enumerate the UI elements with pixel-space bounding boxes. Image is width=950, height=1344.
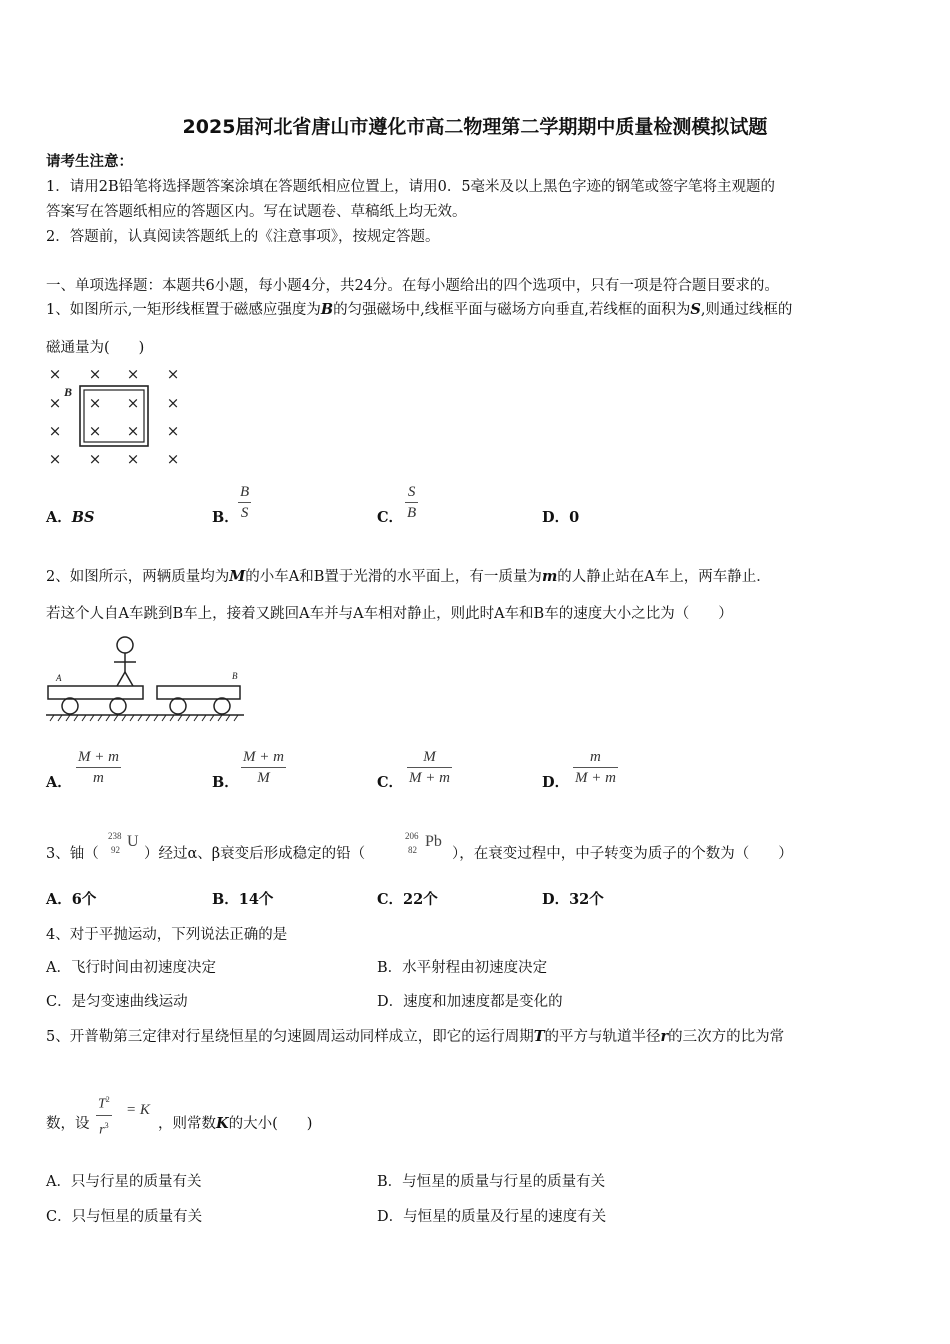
q5-option-d: D．与恒星的质量及行星的速度有关 <box>377 1209 607 1225</box>
q2-option-b-fraction: M + m M <box>243 749 284 786</box>
q5-stem: 5、开普勒第三定律对行星绕恒星的匀速圆周运动同样成立，即它的运行周期T的平方与轨道半径r的三次方的比为常 <box>46 1028 785 1045</box>
q2-option-d-label: D． <box>542 774 570 791</box>
q1-option-a: A．BS <box>46 509 95 526</box>
q1-magnetic-field-figure <box>42 362 192 468</box>
q3-stem-a: 3、铀（ <box>46 846 99 862</box>
field-cross: × <box>48 422 62 440</box>
field-cross: × <box>126 450 140 468</box>
q4-stem: 4、对于平抛运动，下列说法正确的是 <box>46 927 288 943</box>
q2-option-b-label: B． <box>212 774 239 791</box>
q1-option-c-fraction: S B <box>407 484 417 521</box>
q5-option-c: C．只与恒星的质量有关 <box>46 1209 203 1225</box>
q4-option-c: C．是匀变速曲线运动 <box>46 994 188 1010</box>
field-cross: × <box>48 394 62 412</box>
notice-line-2: 2．答题前，认真阅读答题纸上的《注意事项》，按规定答题。 <box>46 229 440 245</box>
cart-b <box>157 686 240 699</box>
q1-option-d: D．0 <box>542 509 580 526</box>
field-cross: × <box>166 450 180 468</box>
q2-stem: 2、如图所示，两辆质量均为M的小车A和B置于光滑的水平面上，有一质量为m的人静止站在A车上，两车静止． <box>46 568 771 585</box>
field-cross: × <box>166 422 180 440</box>
field-label-b: B <box>64 385 73 399</box>
notice-line-1b: 答案写在答题纸相应的答题区内。写在试题卷、草稿纸上均无效。 <box>46 204 467 220</box>
q5-option-a: A．只与行星的质量有关 <box>46 1174 202 1190</box>
q5-option-b: B．与恒星的质量与行星的质量有关 <box>377 1174 606 1190</box>
q4-option-a: A．飞行时间由初速度决定 <box>46 960 216 976</box>
q3-option-c: C．22个 <box>377 891 438 908</box>
q3-stem-c: ），在衰变过程中，中子转变为质子的个数为（ ） <box>452 846 793 862</box>
q1-stem-cont: 磁通量为( ) <box>46 340 145 356</box>
q4-option-b: B．水平射程由初速度决定 <box>377 960 548 976</box>
q2-stem-cont: 若这个人自A车跳到B车上，接着又跳回A车并与A车相对静止，则此时A车和B车的速度大小之比为（ ） <box>46 606 733 622</box>
field-cross: × <box>48 450 62 468</box>
q1-option-b-fraction: B S <box>240 484 250 521</box>
field-cross: × <box>126 365 140 383</box>
q1-option-b-label: B． <box>212 509 239 526</box>
q1-stem: 1、如图所示,一矩形线框置于磁感应强度为B的匀强磁场中,线框平面与磁场方向垂直,若线框的面积为S,则通过线框的 <box>46 301 793 318</box>
q2-option-a-fraction: M + m m <box>78 749 119 786</box>
field-cross: × <box>126 422 140 440</box>
q3-option-a: A．6个 <box>46 891 97 908</box>
q5-stem-d: 数，设 <box>46 1116 90 1132</box>
field-cross: × <box>166 365 180 383</box>
q1-option-c-label: C． <box>377 509 404 526</box>
field-cross: × <box>48 365 62 383</box>
field-cross: × <box>126 394 140 412</box>
field-cross: × <box>88 450 102 468</box>
cart-b-label: B <box>232 671 238 681</box>
q2-option-c-fraction: M M + m <box>409 749 450 786</box>
cart-a-label: A <box>56 673 62 683</box>
uranium-isotope: 238 92 U <box>108 831 139 855</box>
section-heading: 一、单项选择题：本题共6小题，每小题4分，共24分。在每小题给出的四个选项中，只有一项是符合题目要求的。 <box>46 278 779 294</box>
q5-formula-eq: = K <box>126 1102 150 1118</box>
q2-carts-figure <box>42 632 252 724</box>
q5-formula-fraction: $T^2$ $r^3$ <box>98 1095 110 1138</box>
field-cross: × <box>88 422 102 440</box>
q2-option-a-label: A． <box>46 774 72 791</box>
cart-a <box>48 686 143 699</box>
q2-option-c-label: C． <box>377 774 404 791</box>
q2-option-d-fraction: m M + m <box>575 749 616 786</box>
field-cross: × <box>166 394 180 412</box>
q4-option-d: D．速度和加速度都是变化的 <box>377 994 563 1010</box>
field-cross: × <box>88 365 102 383</box>
q3-option-d: D．32个 <box>542 891 604 908</box>
q3-stem-b: ）经过α、β衰变后形成稳定的铅（ <box>144 846 366 862</box>
notice-heading: 请考生注意： <box>46 153 133 170</box>
q3-option-b: B．14个 <box>212 891 274 908</box>
field-cross: × <box>88 394 102 412</box>
person-head <box>117 637 133 653</box>
lead-isotope: 206 82 Pb <box>405 831 442 855</box>
q5-stem-e: ，则常数K的大小( ) <box>158 1115 313 1132</box>
page-title: 2025届河北省唐山市遵化市高二物理第二学期期中质量检测模拟试题 <box>182 116 768 138</box>
notice-line-1a: 1．请用2B铅笔将选择题答案涂填在答题纸相应位置上，请用0．5毫米及以上黑色字迹的钢笔或签字笔将主观题的 <box>46 179 776 195</box>
